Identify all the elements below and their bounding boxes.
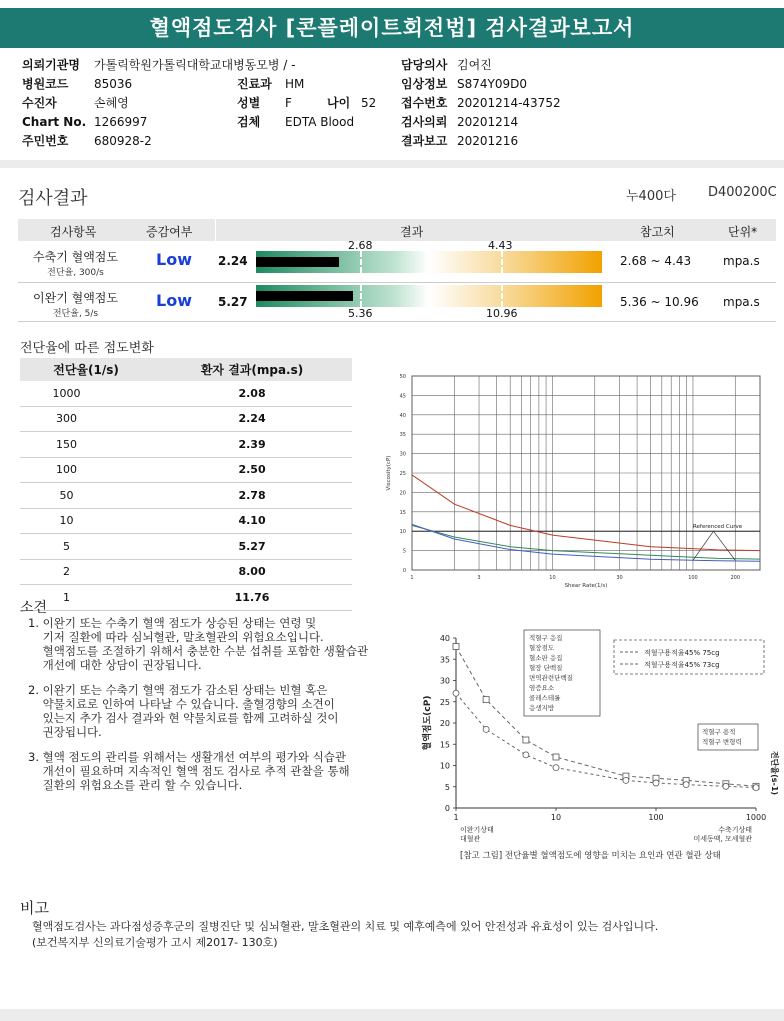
ref-low-label: 5.36 [348, 307, 373, 320]
shear-rate: 5 [20, 534, 152, 560]
opinion-line: 권장됩니다. [28, 725, 102, 739]
factor-label: 혈장점도 [529, 644, 555, 652]
opinion-line: 3. 혈액 점도의 관리를 위해서는 생활개선 여부의 평가와 식습관 [28, 750, 346, 764]
info-label: Chart No. [22, 115, 87, 129]
result-ref: 2.68 ~ 4.43 [620, 254, 692, 268]
info-value: 김여진 [457, 58, 492, 72]
info-label: 진료과 [237, 77, 272, 91]
y-tick-label: 35 [399, 432, 406, 439]
factor-label: 면역관련단백질 [529, 674, 573, 682]
ref-high-marker [501, 251, 503, 273]
opinion-item [28, 683, 408, 739]
shear-value: 2.78 [152, 483, 352, 509]
header-unit: 단위* [728, 225, 758, 239]
y-tick-label: 5 [444, 782, 450, 792]
info-value: EDTA Blood [285, 115, 355, 129]
x-tick-label: 100 [648, 813, 664, 822]
x-tick-label: 1 [410, 575, 414, 581]
table-row [20, 559, 352, 585]
info-value: 20201216 [457, 134, 519, 148]
remarks-title: 비고 [20, 899, 49, 917]
ref-low-label: 2.68 [348, 239, 373, 252]
y-tick-label: 30 [439, 676, 450, 686]
ref-high-label: 10.96 [486, 307, 518, 320]
shear-title: 전단율에 따른 점도변화 [20, 341, 154, 356]
info-label: 주민번호 [22, 134, 69, 148]
table-row [20, 457, 352, 483]
y-tick-label: 0 [402, 568, 406, 574]
shear-value: 4.10 [152, 508, 352, 534]
info-value: 680928-2 [94, 134, 152, 148]
opinion-line: 개선이 필요하며 지속적인 혈액 점도 검사로 추적 관찰을 통해 [28, 764, 350, 778]
separator-band [0, 160, 784, 168]
legend-label: 적혈구용적율45% 75cg [644, 649, 720, 657]
shear-rate: 1 [20, 585, 152, 611]
info-mid [237, 75, 376, 132]
test-code: 누400다 [626, 189, 676, 204]
info-value: 85036 [94, 77, 133, 91]
y-tick-label: 50 [399, 374, 406, 380]
opinion-line: 질환의 위험요소를 관리 할 수 있습니다. [28, 778, 243, 792]
opinion-line: 2. 이완기 또는 수축기 혈액 점도가 감소된 상태는 빈혈 혹은 [28, 683, 328, 697]
result-name-text: 수축기 혈액점도 [33, 250, 118, 264]
y-tick-label: 15 [439, 740, 450, 750]
result-sub: 전단율, 300/s [47, 268, 104, 278]
info-label: 접수번호 [401, 96, 448, 110]
result-row [18, 283, 776, 322]
data-point [483, 697, 489, 703]
factor-label: 콜레스테롤 [529, 694, 561, 702]
x-tick-label: 200 [730, 575, 741, 581]
table-row [20, 585, 352, 611]
result-bar [256, 257, 339, 267]
result-row [18, 239, 776, 283]
shear-rate: 1000 [20, 381, 152, 406]
info-label: 성별 [237, 96, 261, 110]
x-tick-label: 1000 [745, 813, 767, 822]
factor-label: 혈장 단백질 [529, 664, 563, 672]
opinion-body [28, 616, 408, 803]
shear-value: 2.39 [152, 432, 352, 458]
y-tick-label: 0 [444, 804, 450, 813]
data-point [553, 754, 559, 760]
header-divider [215, 219, 216, 241]
info-label: 결과보고 [401, 134, 448, 148]
remarks-line: (보건복지부 신의료기술평가 고시 제2017- 130호) [32, 936, 278, 949]
data-point [683, 782, 689, 788]
data-point [553, 765, 559, 771]
data-point [723, 783, 729, 789]
shear-rate: 2 [20, 559, 152, 585]
x-tick-label: 100 [688, 575, 698, 581]
header-flag: 증감여부 [146, 225, 193, 239]
result-unit: mpa.s [723, 295, 760, 309]
table-row [20, 508, 352, 534]
x-tick-label: 1 [453, 813, 459, 822]
info-value: S874Y09D0 [457, 77, 527, 91]
result-flag: Low [156, 291, 192, 310]
y-tick-label: 35 [439, 655, 450, 665]
data-point [523, 737, 529, 743]
opinion-line: 1. 이완기 또는 수축기 혈액 점도가 상승된 상태는 연령 및 [28, 616, 317, 630]
shear-value: 8.00 [152, 559, 352, 585]
data-point [623, 777, 629, 783]
table-row [20, 534, 352, 560]
x-note: 미세동맥, 모세혈관 [693, 835, 752, 843]
y-tick-label: 30 [399, 451, 406, 458]
data-point [483, 726, 489, 732]
shear-value: 11.76 [152, 585, 352, 611]
y-tick-label: 15 [399, 509, 406, 516]
info-value: 20201214 [457, 115, 519, 129]
y-tick-label: 40 [439, 634, 450, 643]
table-row [20, 406, 352, 432]
chart-caption: [참고 그림] 전단율별 혈액점도에 영향을 미치는 요인과 연관 혈관 상태 [460, 851, 721, 861]
result-value: 2.24 [218, 254, 248, 268]
factor-label: 혈소판 응집 [529, 654, 563, 662]
result-name [18, 248, 133, 278]
shear-header-result: 환자 결과(mpa.s) [152, 358, 352, 381]
info-value: HM [285, 77, 305, 91]
shear-rate: 50 [20, 483, 152, 509]
shear-value: 5.27 [152, 534, 352, 560]
opinion-line: 기저 질환에 따라 심뇌혈관, 말초혈관의 위험요소입니다. [28, 630, 324, 644]
opinion-line: 개선에 대한 상담이 권장됩니다. [28, 658, 202, 672]
x-axis-label: Shear Rate(1/s) [564, 583, 608, 588]
y2-axis-label: 전단율(s-1) [770, 750, 779, 796]
x-note: 대혈관 [460, 835, 481, 843]
result-unit: mpa.s [723, 254, 760, 268]
results-header [18, 219, 776, 241]
x-tick-label: 30 [616, 575, 623, 581]
data-point [453, 690, 459, 696]
y-tick-label: 10 [439, 761, 450, 771]
shear-value: 2.08 [152, 381, 352, 406]
y-tick-label: 45 [399, 393, 406, 400]
header-ref: 참고치 [640, 225, 675, 239]
annotation-label: Referenced Curve [692, 524, 743, 531]
opinion-line: 혈액점도를 조절하기 위해서 충분한 수분 섭취를 포함한 생활습관 [28, 644, 369, 658]
footer-band [0, 1009, 784, 1021]
info-right [401, 56, 561, 151]
result-bar [256, 291, 353, 301]
y-tick-label: 20 [439, 719, 450, 728]
y-axis-label: 혈액점도(cP) [423, 695, 433, 751]
opinion-line: 약물치료로 인하여 나타날 수 있습니다. 출혈경향의 소견이 [28, 697, 335, 711]
shear-table [20, 358, 352, 611]
ref-high-marker [501, 285, 503, 307]
info-label: 검사의뢰 [401, 115, 448, 129]
info-value: 20201214-43752 [457, 96, 561, 110]
data-point [753, 785, 759, 791]
info-label: 병원코드 [22, 77, 69, 91]
info-label: 수진자 [22, 96, 57, 110]
info-value: 가톨릭학원가톨릭대학교대병동모병 / - [94, 58, 296, 72]
result-ref: 5.36 ~ 10.96 [620, 295, 699, 309]
data-point [453, 644, 459, 650]
factor-label: 적혈구 변형력 [702, 738, 742, 746]
age-value: 52 [361, 96, 377, 110]
opinion-title: 소견 [20, 600, 48, 616]
result-gauge [256, 251, 602, 273]
ref-low-marker [360, 251, 362, 273]
info-value: 손혜영 [94, 96, 129, 110]
info-value: 1266997 [94, 115, 148, 129]
factor-label: 염증요소 [529, 684, 555, 692]
ref-high-label: 4.43 [488, 239, 513, 252]
result-value: 5.27 [218, 295, 248, 309]
test-code-2: D400200C [708, 185, 777, 200]
table-row [20, 483, 352, 509]
x-note: 이완기상태 [460, 826, 494, 834]
shear-rate: 150 [20, 432, 152, 458]
shear-rate: 100 [20, 457, 152, 483]
shear-rate: 300 [20, 406, 152, 432]
ref-low-marker [360, 285, 362, 307]
y-axis-label: Viscosity(cP) [386, 455, 392, 491]
x-tick-label: 3 [477, 575, 481, 581]
x-tick-label: 10 [550, 813, 562, 822]
x-note: 수축기상태 [718, 826, 752, 834]
result-name-text: 이완기 혈액점도 [33, 291, 118, 305]
report-title: 혈액점도검사 [콘플레이트회전법] 검사결과보고서 [0, 8, 784, 48]
y-tick-label: 25 [399, 471, 406, 477]
opinion-item [28, 616, 408, 672]
factor-label: 적혈구 응집 [529, 634, 563, 642]
shear-header-rate: 전단율(1/s) [20, 358, 152, 381]
y-tick-label: 40 [399, 412, 406, 419]
factor-label: 적혈구 용적 [702, 728, 736, 736]
y-tick-label: 10 [399, 529, 406, 536]
table-row [20, 381, 352, 406]
result-gauge [256, 285, 602, 307]
remarks-line: 혈액점도검사는 과다점성증후군의 질병진단 및 심뇌혈관, 말초혈관의 치료 및 예후예측에 있어 안전성과 유효성이 있는 검사입니다. [32, 920, 659, 933]
legend-label: 적혈구용적율45% 73cg [644, 661, 720, 669]
info-label: 의뢰기관명 [22, 58, 80, 72]
header-result: 결과 [400, 225, 424, 239]
y-tick-label: 20 [399, 490, 406, 497]
age-label: 나이 [327, 96, 351, 110]
info-label: 검체 [237, 115, 261, 129]
shear-value: 2.50 [152, 457, 352, 483]
table-row [20, 432, 352, 458]
shear-value: 2.24 [152, 406, 352, 432]
data-point [523, 752, 529, 758]
result-flag: Low [156, 250, 192, 269]
y-tick-label: 25 [439, 697, 450, 707]
result-sub: 전단율, 5/s [52, 309, 99, 319]
data-point [653, 780, 659, 786]
x-tick-label: 10 [549, 575, 556, 581]
reference-chart [418, 628, 784, 866]
viscosity-chart [380, 366, 770, 588]
y-tick-label: 5 [402, 548, 406, 555]
factor-label: 응생지방 [529, 704, 555, 712]
info-label: 임상정보 [401, 77, 448, 91]
opinion-item [28, 750, 408, 792]
results-title: 검사결과 [18, 188, 88, 209]
info-label: 담당의사 [401, 58, 448, 72]
info-value: F [285, 96, 292, 110]
result-name [18, 289, 133, 319]
header-item: 검사항목 [50, 225, 97, 239]
shear-rate: 10 [20, 508, 152, 534]
opinion-line: 있는지 추가 검사 결과와 현 약물치료를 함께 고려하실 것이 [28, 711, 339, 725]
